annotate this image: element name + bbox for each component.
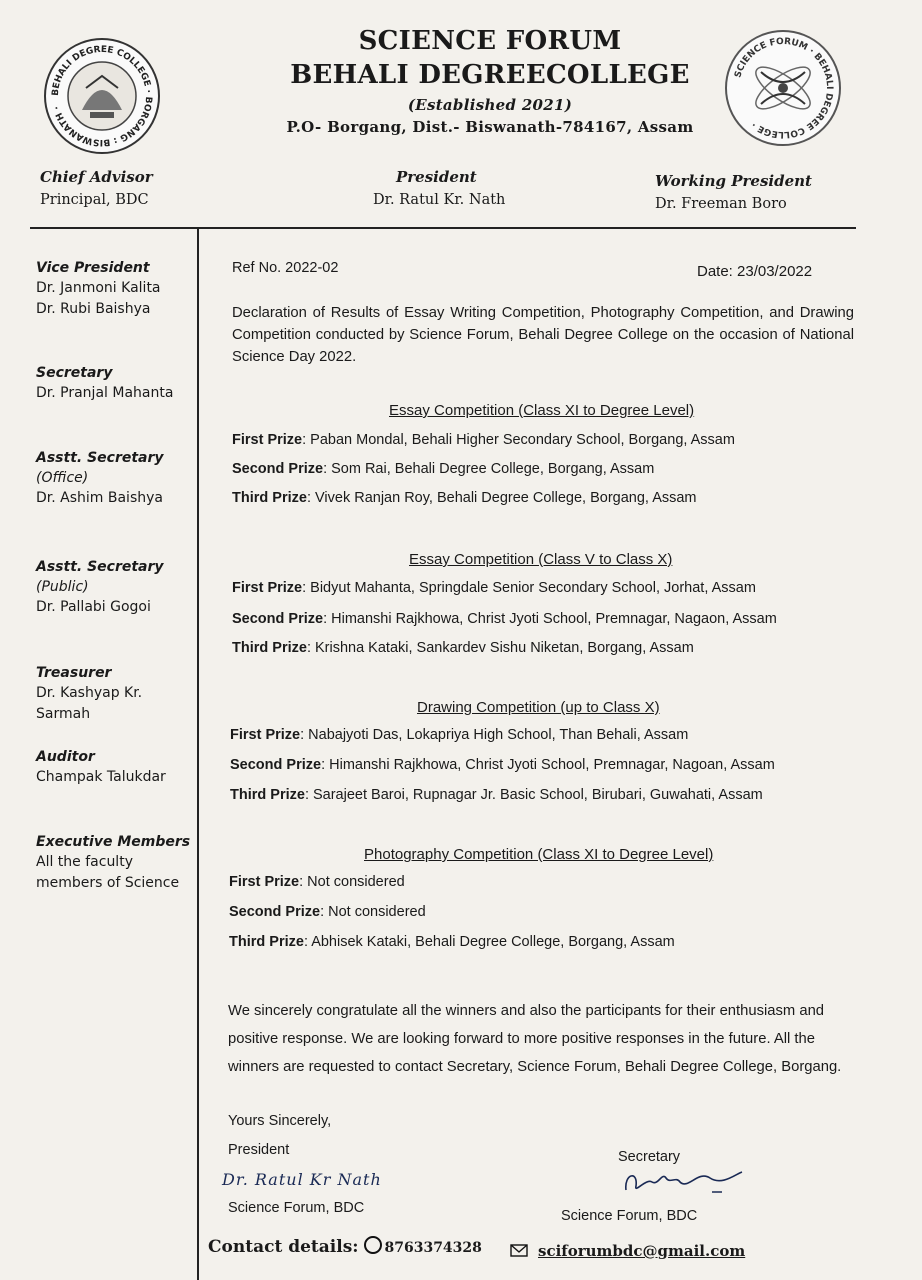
svg-text:SCIENCE FORUM · BEHALI DEGREE: SCIENCE FORUM · BEHALI DEGREE COLLEGE · [733, 36, 835, 140]
sidebar-vice-president: Vice President Dr. Janmoni Kalita Dr. Rubi Baishya [36, 260, 161, 317]
prize-line: First Prize: Bidyut Mahanta, Springdale Senior Secondary School, Jorhat, Assam [232, 580, 756, 596]
closing-paragraph: We sincerely congratulate all the winners and also the participants for their enthusiasm and positive response. We are looking forward to more positive responses in the future. All the winners are requested to contact Secretary, Science Forum, Behali Degree College, Borgang. [228, 1003, 842, 1075]
section-title: Photography Competition (Class XI to Degree Level) [364, 846, 714, 863]
section-title: Essay Competition (Class XI to Degree Level) [389, 402, 695, 419]
secretary-org: Science Forum, BDC [561, 1208, 698, 1224]
phone-icon [364, 1236, 382, 1254]
sidebar-asst-secretary-public: Asstt. Secretary (Public) Dr. Pallabi Gogoi [36, 559, 164, 615]
svg-text:BEHALI DEGREE COLLEGE · BORGAN: BEHALI DEGREE COLLEGE · BORGANG : BISWANATH · [50, 44, 154, 148]
prize-line: Third Prize: Krishna Kataki, Sankardev Sishu Niketan, Borgang, Assam [232, 640, 694, 656]
mail-icon [510, 1244, 528, 1257]
sidebar-asst-secretary-office: Asstt. Secretary (Office) Dr. Ashim Baishya [36, 450, 164, 506]
section-title: Drawing Competition (up to Class X) [417, 699, 660, 716]
prize-line: Second Prize: Not considered [229, 904, 426, 920]
president-signature: Dr. Ratul Kr Nath [222, 1170, 382, 1189]
prize-line: First Prize: Nabajyoti Das, Lokapriya High School, Than Behali, Assam [230, 727, 689, 743]
college-name: BEHALI DEGREECOLLEGE [290, 60, 690, 90]
sidebar-treasurer: Treasurer Dr. Kashyap Kr. Sarmah [36, 665, 143, 722]
letter-date: Date: 23/03/2022 [697, 263, 813, 280]
prize-line: Second Prize: Som Rai, Behali Degree College, Borgang, Assam [232, 461, 655, 477]
working-president-label: Working President [655, 172, 812, 190]
forum-title: SCIENCE FORUM [358, 26, 622, 56]
chief-advisor-label: Chief Advisor [40, 168, 153, 186]
contact-details: Contact details: 8763374328 [208, 1237, 482, 1257]
prize-line: Third Prize: Sarajeet Baroi, Rupnagar Jr. Basic School, Birubari, Guwahati, Assam [230, 787, 763, 803]
prize-line: Third Prize: Vivek Ranjan Roy, Behali Degree College, Borgang, Assam [232, 490, 697, 506]
president-name: Dr. Ratul Kr. Nath [373, 192, 506, 208]
prize-line: First Prize: Paban Mondal, Behali Higher Secondary School, Borgang, Assam [232, 432, 735, 448]
college-logo [44, 38, 160, 154]
address-line: P.O- Borgang, Dist.- Biswanath-784167, Assam [286, 118, 694, 136]
section-title: Essay Competition (Class V to Class X) [409, 551, 673, 568]
secretary-title: Secretary [618, 1149, 681, 1165]
secretary-signature [618, 1160, 748, 1202]
prize-line: Second Prize: Himanshi Rajkhowa, Christ Jyoti School, Premnagar, Nagoan, Assam [230, 757, 775, 773]
working-president-name: Dr. Freeman Boro [655, 196, 787, 212]
sidebar-divider [197, 227, 199, 1280]
prize-line: Second Prize: Himanshi Rajkhowa, Christ Jyoti School, Premnagar, Nagaon, Assam [232, 611, 777, 627]
prize-line: Third Prize: Abhisek Kataki, Behali Degree College, Borgang, Assam [229, 934, 675, 950]
established-line: (Established 2021) [407, 96, 573, 114]
email-link[interactable]: sciforumbdc@gmail.com [538, 1242, 746, 1260]
phone-number[interactable]: 8763374328 [384, 1240, 482, 1256]
chief-advisor-name: Principal, BDC [40, 192, 149, 208]
reference-number: Ref No. 2022-02 [232, 260, 339, 276]
yours-sincerely: Yours Sincerely, [228, 1113, 332, 1129]
president-title: President [228, 1142, 290, 1158]
sidebar-secretary: Secretary Dr. Pranjal Mahanta [36, 365, 174, 401]
sidebar-auditor: Auditor Champak Talukdar [36, 749, 166, 785]
president-org: Science Forum, BDC [228, 1200, 365, 1216]
president-label: President [396, 168, 477, 186]
sidebar-executive-members: Executive Members All the faculty members of Science [36, 834, 191, 891]
prize-line: First Prize: Not considered [229, 874, 405, 890]
header-divider [30, 227, 856, 229]
declaration-text: Declaration of Results of Essay Writing Competition, Photography Competition, and Drawing Competition conducted by Science Forum, Behali Degree College on the occasion of National Science Day 2022. [232, 305, 854, 365]
